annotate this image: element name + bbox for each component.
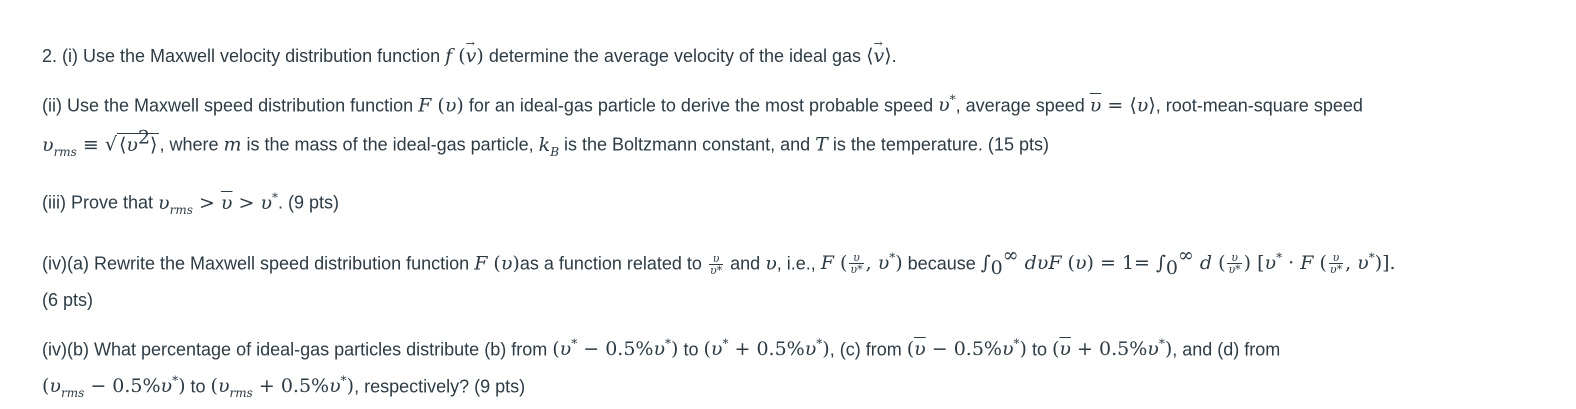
q4a-text-a: (iv)(a) Rewrite the Maxwell speed distribution function [42, 252, 475, 273]
q4b-to-3: to [185, 376, 211, 397]
math-v-star: υ* [938, 93, 956, 117]
math-range-c-low: (υ − 0.5%υ*) [906, 336, 1027, 361]
math-F-of-v-2: F (υ) [474, 251, 520, 274]
math-m: m [223, 133, 242, 156]
question-2-iv-a-line1 [42, 240, 1542, 284]
question-2-i [42, 40, 1542, 72]
question-2-ii-line2 [42, 121, 1542, 167]
q2-text-d: , root-mean-square speed [1155, 95, 1363, 116]
question-2-iv-a-line2 [42, 284, 1542, 316]
math-kB: $k_B$ [538, 133, 560, 159]
q4b-text-b: , (c) from [829, 339, 907, 360]
question-2-iv-b-line2 [42, 365, 1542, 409]
q1-suffix: . [891, 46, 897, 66]
q4b-text-a: (iv)(b) What percentage of ideal-gas particles distribute (b) from [42, 339, 553, 360]
q3-prefix: (iii) Prove that [42, 192, 159, 213]
math-v: υ [765, 251, 777, 274]
q4a-text-e: because [902, 252, 981, 273]
math-inequality: $\upsilon_{rms} > \upsilon > \upsilon^*$ [158, 190, 279, 217]
math-range-d-high: $(\upsilon_{rms} + 0.5\%\upsilon^*)$ [210, 374, 355, 401]
question-2-iii [42, 181, 1542, 225]
math-range-b-high: (υ* + 0.5%υ*) [703, 336, 830, 361]
q4b-to-1: to [678, 339, 704, 360]
math-v-rms-def: $\upsilon_{rms}$ ≡ √ $⟨\upsilon^2⟩$ [42, 126, 158, 159]
q3-suffix: . (9 pts) [278, 192, 340, 213]
math-frac-v-over-vstar: $\frac{\upsilon}{\upsilon*}$ [709, 251, 723, 277]
q4b-to-2: to [1026, 339, 1052, 360]
math-range-b-low: (υ* − 0.5%υ*) [552, 336, 679, 361]
question-2-ii-line1 [42, 84, 1542, 121]
q2-text-h: is the temperature. (15 pts) [827, 134, 1049, 155]
q2-text-e: , where [159, 134, 224, 155]
q4a-text-b: as a function related to [519, 252, 707, 273]
math-F-of-v: F (υ) [418, 94, 464, 117]
math-range-c-high: (υ + 0.5%υ*) [1051, 336, 1173, 361]
q4b-text-d: , respectively? (9 pts) [354, 376, 526, 397]
math-integral-identity: $\int_0^\infty$ dυF $(\upsilon) = 1= \int_0^\infty$ d ( $\frac{\upsilon}{\upsilon*}$ ) [υ* · F ( $\frac{\upsilon}{\upsilon*}$ , υ*)]. [980, 244, 1396, 279]
q2-text-f: is the mass of the ideal-gas particle, [241, 134, 539, 155]
q2-text-c: , average speed [955, 95, 1090, 116]
q2-text-g: is the Boltzmann constant, and [559, 134, 816, 155]
q1-prefix: 2. (i) Use the Maxwell velocity distribution function [42, 46, 446, 66]
problem-document [42, 40, 1542, 409]
q2-text-a: (ii) Use the Maxwell speed distribution function [42, 95, 419, 116]
math-avg-velocity: ⟨→ v⟩ [866, 45, 892, 67]
q4a-text-d: , i.e., [776, 252, 821, 273]
q2-text-b: for an ideal-gas particle to derive the most probable speed [463, 95, 939, 116]
math-range-d-low: $(\upsilon_{rms} - 0.5\%\upsilon^*)$ [42, 374, 186, 401]
q4a-text-c: and [725, 252, 766, 273]
question-2-iv-b-line1 [42, 328, 1542, 365]
math-T: T [815, 133, 828, 156]
math-avg-speed: υ = ⟨υ⟩ [1089, 94, 1156, 117]
q4a-points: (6 pts) [42, 289, 94, 310]
math-F-frac-vstar: F ( $\frac{\upsilon}{\upsilon*}$ , υ*) [820, 250, 903, 277]
q1-mid: determine the average velocity of the ideal gas [483, 46, 867, 66]
q4b-text-c: , and (d) from [1172, 339, 1281, 360]
math-f-of-v-vector: f (→ v) [445, 45, 484, 67]
